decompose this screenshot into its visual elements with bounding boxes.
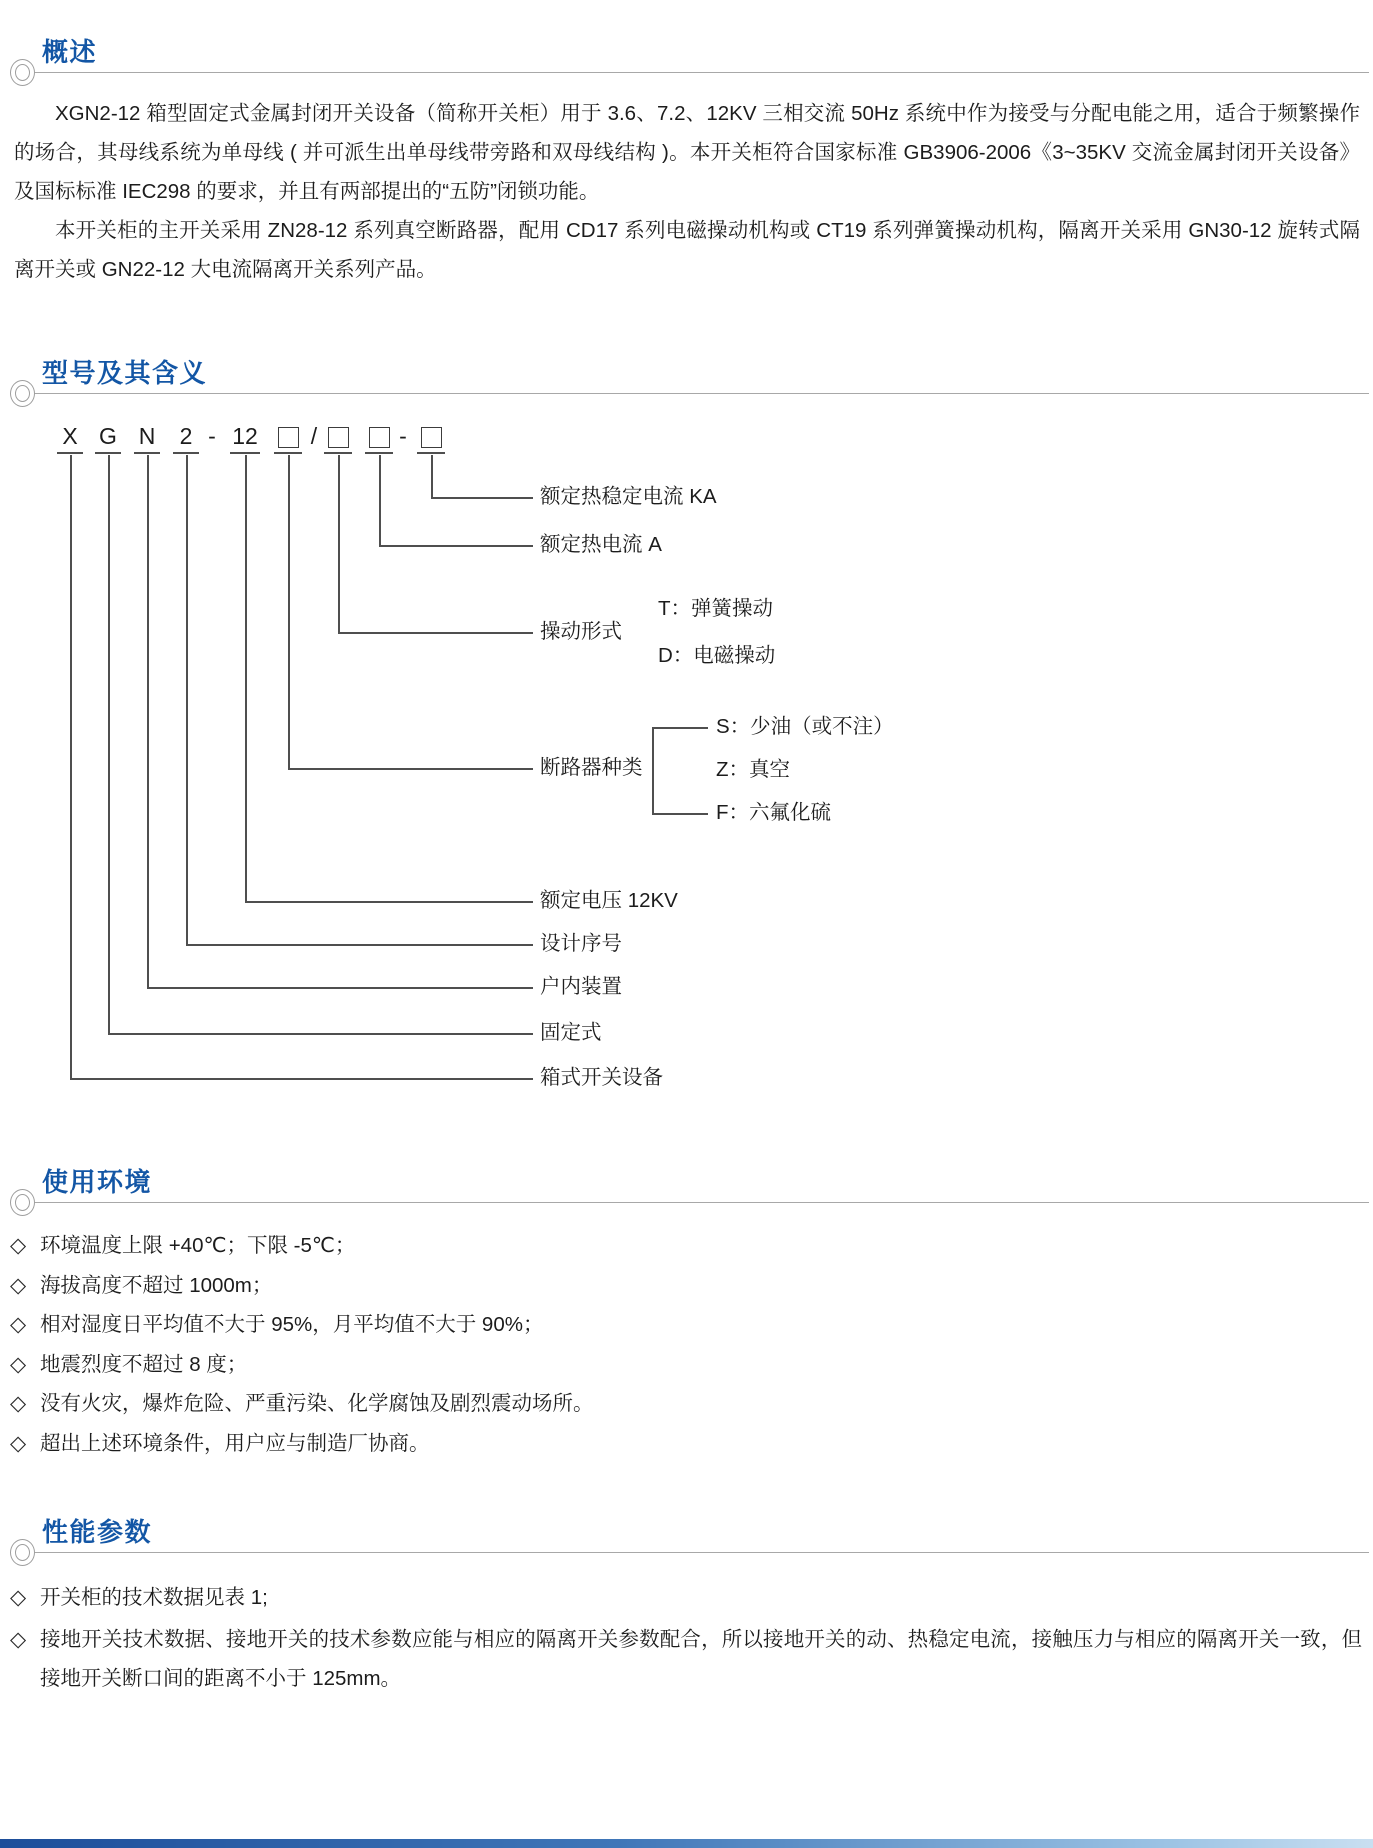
list-item [10, 1578, 1362, 1617]
model-code-underline [57, 452, 83, 454]
list-item-text: 没有火灾，爆炸危险、严重污染、化学腐蚀及剧烈震动场所。 [40, 1392, 594, 1415]
model-code-underline [230, 452, 260, 454]
list-item-text: 环境温度上限 +40℃；下限 -5℃； [40, 1234, 356, 1257]
section-rule [32, 1202, 1369, 1203]
model-code-char: 2 [179, 423, 193, 449]
model-label: 额定电压 12KV [540, 889, 678, 912]
model-code-underline [95, 452, 121, 454]
overview-header [0, 32, 1373, 88]
model-label: 额定热稳定电流 KA [540, 485, 717, 508]
diamond-bullet-icon: ◇ [10, 1352, 27, 1376]
model-placeholder-box [328, 427, 349, 448]
model-code-separator: - [208, 423, 216, 449]
list-item-text: 地震烈度不超过 8 度； [40, 1352, 248, 1376]
diamond-bullet-icon: ◇ [10, 1628, 27, 1651]
breaker-type-option: Z：真空 [716, 758, 791, 781]
operation-mode-option: D：电磁操动 [658, 644, 776, 667]
model-label: 操动形式 [540, 620, 622, 643]
model-code-underline [324, 452, 352, 454]
model-label: 固定式 [540, 1021, 602, 1044]
footer-accent-bar [0, 1839, 1373, 1848]
model-label: 断路器种类 [540, 756, 643, 779]
model-connector-line [379, 545, 533, 547]
model-connector-line [108, 1033, 533, 1035]
model-label: 设计序号 [540, 932, 622, 955]
model-descender-line [379, 455, 381, 546]
overview-title: 概述 [42, 37, 98, 67]
section-ring-inner-icon [15, 1194, 30, 1211]
model-code-char: G [99, 423, 117, 449]
list-item [10, 1226, 1362, 1266]
model-title: 型号及其含义 [42, 358, 208, 388]
section-ring-icon [10, 59, 35, 86]
model-connector-line [338, 632, 533, 634]
model-placeholder-box [421, 427, 442, 448]
model-descender-line [147, 455, 149, 988]
model-code-underline [365, 452, 393, 454]
section-rule [32, 393, 1369, 394]
list-item [10, 1266, 1362, 1306]
model-label: 户内装置 [540, 975, 622, 998]
section-ring-icon [10, 380, 35, 407]
overview-paragraph-1: XGN2-12 箱型固定式金属封闭开关设备（简称开关柜）用于 3.6、7.2、12KV 三相交流 50Hz 系统中作为接受与分配电能之用，适合于频繁操作的场合，其母线系统为单母线 ( 并可派生出单母线带旁路和双母线结构 )。本开关柜符合国家标准 GB3906-2006《3~35KV 交流金属封闭开关设备》及国标标准 IEC298 的要求，并且有两部提出的“五防”闭锁功能。 [14, 102, 1360, 203]
breaker-bracket-line [652, 727, 654, 814]
environment-list [10, 1226, 1362, 1463]
section-ring-icon [10, 1189, 35, 1216]
list-item [10, 1305, 1362, 1345]
overview-paragraph-2: 本开关柜的主开关采用 ZN28-12 系列真空断路器，配用 CD17 系列电磁操动机构或 CT19 系列弹簧操动机构，隔离开关采用 GN30-12 旋转式隔离开关或 GN22-12 大电流隔离开关系列产品。 [14, 219, 1360, 281]
breaker-bracket-line [652, 727, 708, 729]
section-ring-inner-icon [15, 1544, 30, 1561]
model-connector-line [147, 987, 533, 989]
model-descender-line [186, 455, 188, 945]
list-item [10, 1620, 1362, 1698]
model-connector-line [431, 497, 533, 499]
list-item-text: 接地开关技术数据、接地开关的技术参数应能与相应的隔离开关参数配合，所以接地开关的动、热稳定电流，接触压力与相应的隔离开关一致，但接地开关断口间的距离不小于 125mm。 [40, 1628, 1362, 1690]
model-connector-line [70, 1078, 533, 1080]
overview-paragraphs [14, 94, 1360, 289]
diamond-bullet-icon: ◇ [10, 1313, 27, 1336]
model-label: 箱式开关设备 [540, 1066, 663, 1089]
diamond-bullet-icon: ◇ [10, 1586, 27, 1609]
performance-list [10, 1578, 1362, 1698]
section-ring-inner-icon [15, 64, 30, 81]
list-item [10, 1345, 1362, 1385]
model-connector-line [288, 768, 533, 770]
model-code-underline [417, 452, 445, 454]
diamond-bullet-icon: ◇ [10, 1273, 27, 1297]
list-item-text: 开关柜的技术数据见表 1; [40, 1586, 268, 1609]
model-code-char: X [62, 423, 78, 449]
model-descender-line [288, 455, 290, 769]
model-code-char: 12 [232, 423, 258, 449]
list-item [10, 1384, 1362, 1424]
breaker-type-option: F：六氟化硫 [716, 801, 832, 824]
model-descender-line [245, 455, 247, 902]
list-item-text: 相对湿度日平均值不大于 95%，月平均值不大于 90%； [40, 1313, 544, 1336]
model-code-char: N [138, 423, 156, 449]
breaker-type-option: S：少油（或不注） [716, 715, 894, 738]
list-item [10, 1424, 1362, 1464]
environment-header [0, 1162, 1373, 1218]
model-connector-line [186, 944, 533, 946]
model-code-separator: - [399, 423, 407, 449]
section-rule [32, 72, 1369, 73]
model-label: 额定热电流 A [540, 533, 662, 556]
model-connector-line [245, 901, 533, 903]
diamond-bullet-icon: ◇ [10, 1234, 27, 1257]
model-code-underline [274, 452, 302, 454]
performance-title: 性能参数 [42, 1517, 153, 1547]
model-code-underline [173, 452, 199, 454]
environment-title: 使用环境 [42, 1167, 153, 1197]
model-descender-line [338, 455, 340, 633]
model-descender-line [431, 455, 433, 498]
operation-mode-option: T：弹簧操动 [658, 597, 774, 620]
list-item-text: 海拔高度不超过 1000m； [40, 1273, 273, 1297]
list-item-text: 超出上述环境条件，用户应与制造厂协商。 [40, 1431, 430, 1455]
model-header [0, 353, 1373, 409]
performance-header [0, 1512, 1373, 1568]
diamond-bullet-icon: ◇ [10, 1392, 27, 1415]
model-code-separator: / [310, 423, 318, 449]
breaker-bracket-line [652, 813, 708, 815]
model-code-underline [134, 452, 160, 454]
diamond-bullet-icon: ◇ [10, 1431, 27, 1455]
section-ring-inner-icon [15, 385, 30, 402]
model-descender-line [108, 455, 110, 1034]
section-ring-icon [10, 1539, 35, 1566]
section-rule [32, 1552, 1369, 1553]
model-descender-line [70, 455, 72, 1079]
